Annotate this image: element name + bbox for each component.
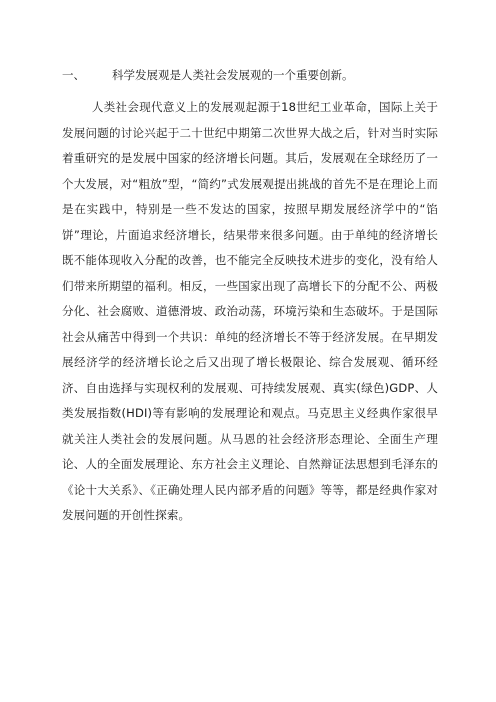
section-heading	[62, 66, 442, 84]
body-paragraph: 人类社会现代意义上的发展观起源于18世纪工业革命，国际上关于发展问题的讨论兴起于二十世纪中期第二次世界大战之后，针对当时实际着重研究的是发展中国家的经济增长问题。其后，发展观在全球经历了一个大发展，对“粗放”型，“简约”式发展观提出挑战的首先不是在理论上而是在实践中，特别是一些不发达的国家，按照早期发展经济学中的“馅饼”理论，片面追求经济增长，结果带来很多问题。由于单纯的经济增长既不能体现收入分配的改善，也不能完全反映技术进步的变化，没有给人们带来所期望的福利。相反，一些国家出现了高增长下的分配不公、两极分化、社会腐败、道德滑坡、政治动荡，环境污染和生态破坏。于是国际社会从痛苦中得到一个共识：单纯的经济增长不等于经济发展。在早期发展经济学的经济增长论之后又出现了增长极限论、综合发展观、循环经济、自由选择与实现权利的发展观、可持续发展观、真实(绿色)GDP、人类发展指数(HDI)等有影响的发展理论和观点。马克思主义经典作家很早就关注人类社会的发展问题。从马恩的社会经济形态理论、全面生产理论、人的全面发展理论、东方社会主义理论、自然辩证法思想到毛泽东的《论十大关系》、《正确处理人民内部矛盾的问题》等等，都是经典作家对发展问题的开创性探索。	[62, 100, 438, 522]
section-title: 科学发展观是人类社会发展观的一个重要创新。	[112, 68, 354, 82]
section-number: 一、	[62, 68, 85, 82]
